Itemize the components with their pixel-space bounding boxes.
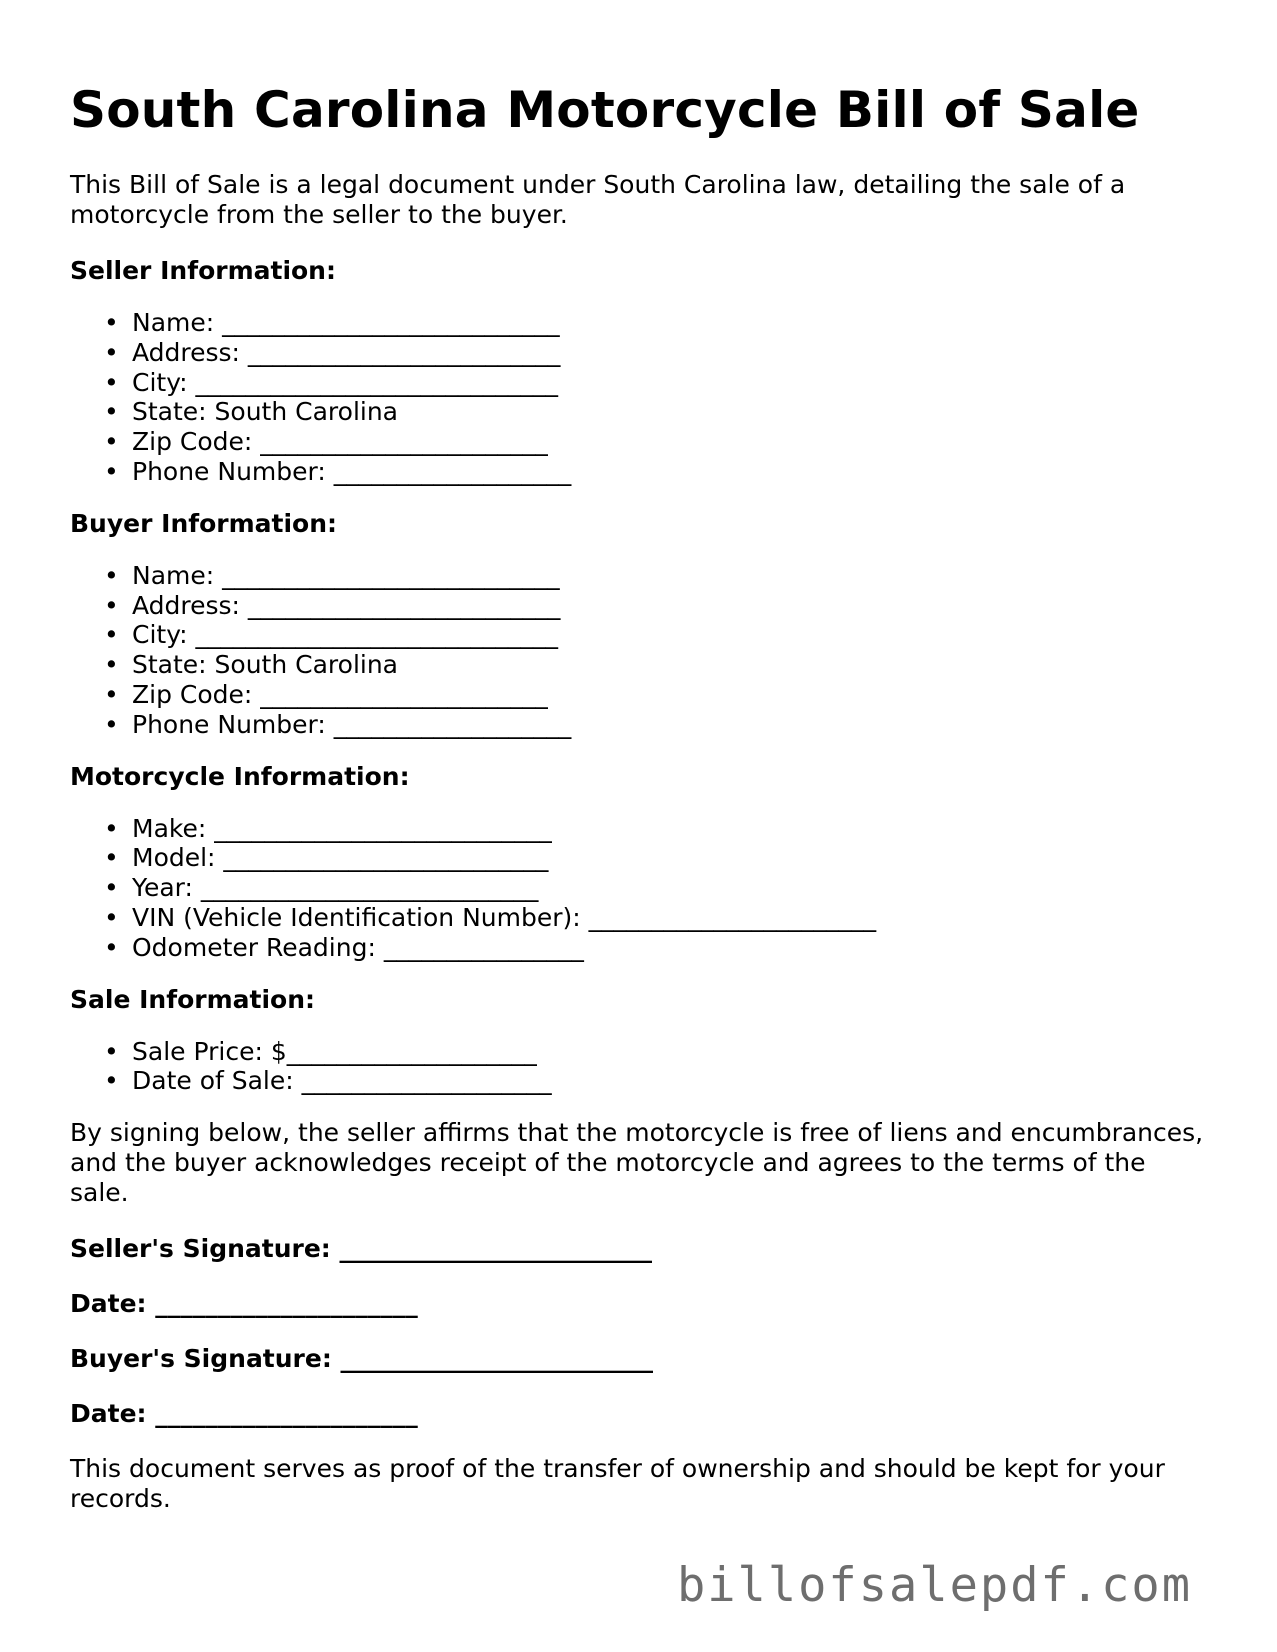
affirmation-paragraph: By signing below, the seller affirms that the motorcycle is free of liens and encumbrances, and the buyer acknowledges receipt of the motorcycle and agrees to the terms of the sale.	[70, 1118, 1204, 1208]
sale-field-list	[70, 1037, 1210, 1097]
motorcycle-vin-field	[104, 902, 1210, 933]
bullet-icon: •	[104, 813, 119, 843]
motorcycle-model-text: Model: __________________________	[132, 843, 549, 873]
motorcycle-year-field	[104, 873, 1210, 903]
seller-name-text: Name: ___________________________	[132, 308, 560, 337]
motorcycle-section-heading: Motorcycle Information:	[70, 761, 410, 791]
motorcycle-field-list	[70, 814, 1210, 963]
bullet-icon: •	[104, 397, 119, 427]
motorcycle-year-text: Year: ___________________________	[132, 873, 539, 903]
buyer-date-line: Date: _____________________	[70, 1399, 418, 1429]
bullet-icon: •	[104, 873, 119, 903]
motorcycle-odometer-field	[104, 932, 1210, 963]
buyer-city-text: City: _____________________________	[132, 620, 559, 650]
buyer-name-text: Name: ___________________________	[132, 560, 560, 590]
sale-section-heading: Sale Information:	[70, 984, 315, 1014]
bullet-icon: •	[104, 932, 119, 962]
buyer-state-text: State: South Carolina	[132, 650, 399, 680]
seller-signature-line: Seller's Signature: _________________________	[70, 1234, 652, 1264]
motorcycle-vin-text: VIN (Vehicle Identification Number): _______________________	[132, 902, 877, 932]
motorcycle-model-field	[104, 843, 1210, 873]
bullet-icon: •	[104, 1066, 119, 1096]
seller-city-text: City: _____________________________	[132, 367, 559, 397]
buyer-zip-field	[104, 679, 1210, 710]
intro-paragraph: This Bill of Sale is a legal document under South Carolina law, detailing the sale of a motorcycle from the seller to the buyer.	[70, 170, 1126, 229]
sale-date-field	[104, 1066, 1210, 1096]
buyer-zip-text: Zip Code: _______________________	[132, 679, 548, 709]
seller-zip-field	[104, 427, 1210, 457]
bullet-icon: •	[104, 560, 119, 590]
bullet-icon: •	[104, 590, 119, 620]
bullet-icon: •	[104, 427, 119, 457]
sale-price-text: Sale Price: $____________________	[132, 1036, 537, 1066]
bullet-icon: •	[104, 679, 119, 709]
seller-state-field	[104, 397, 1210, 427]
seller-address-text: Address: _________________________	[132, 337, 561, 367]
bullet-icon: •	[104, 843, 119, 873]
buyer-field-list	[70, 561, 1210, 740]
bullet-icon: •	[104, 456, 119, 486]
bill-of-sale-document	[70, 80, 1210, 1540]
bullet-icon: •	[104, 620, 119, 650]
sale-date-text: Date of Sale: ____________________	[132, 1066, 552, 1096]
bullet-icon: •	[104, 650, 119, 680]
bullet-icon: •	[104, 1036, 119, 1066]
motorcycle-make-text: Make: ___________________________	[132, 813, 552, 843]
document-title: South Carolina Motorcycle Bill of Sale	[70, 81, 1140, 139]
seller-address-field	[104, 337, 1210, 368]
bullet-icon: •	[104, 902, 119, 932]
site-watermark: billofsalepdf.com	[676, 1558, 1192, 1613]
buyer-city-field	[104, 620, 1210, 650]
buyer-section-heading: Buyer Information:	[70, 508, 338, 538]
bullet-icon: •	[104, 308, 119, 337]
buyer-signature-line: Buyer's Signature: _________________________	[70, 1344, 654, 1374]
buyer-address-field	[104, 590, 1210, 621]
seller-field-list	[70, 308, 1210, 487]
seller-zip-text: Zip Code: _______________________	[132, 427, 548, 457]
buyer-name-field	[104, 560, 1210, 591]
seller-section-heading: Seller Information:	[70, 256, 336, 285]
motorcycle-odometer-text: Odometer Reading: ________________	[132, 932, 584, 962]
seller-name-field	[104, 308, 1210, 338]
buyer-state-field	[104, 650, 1210, 680]
closing-paragraph: This document serves as proof of the transfer of ownership and should be kept for your records.	[70, 1454, 1165, 1514]
seller-date-line: Date: _____________________	[70, 1289, 418, 1319]
buyer-phone-field	[104, 709, 1210, 740]
bullet-icon: •	[104, 367, 119, 397]
seller-state-text: State: South Carolina	[132, 397, 399, 427]
buyer-phone-text: Phone Number: ___________________	[132, 709, 572, 739]
seller-city-field	[104, 367, 1210, 398]
buyer-address-text: Address: _________________________	[132, 590, 561, 620]
seller-phone-field	[104, 456, 1210, 487]
sale-price-field	[104, 1036, 1210, 1067]
bullet-icon: •	[104, 709, 119, 739]
bullet-icon: •	[104, 337, 119, 367]
motorcycle-make-field	[104, 813, 1210, 844]
seller-phone-text: Phone Number: ___________________	[132, 456, 572, 486]
